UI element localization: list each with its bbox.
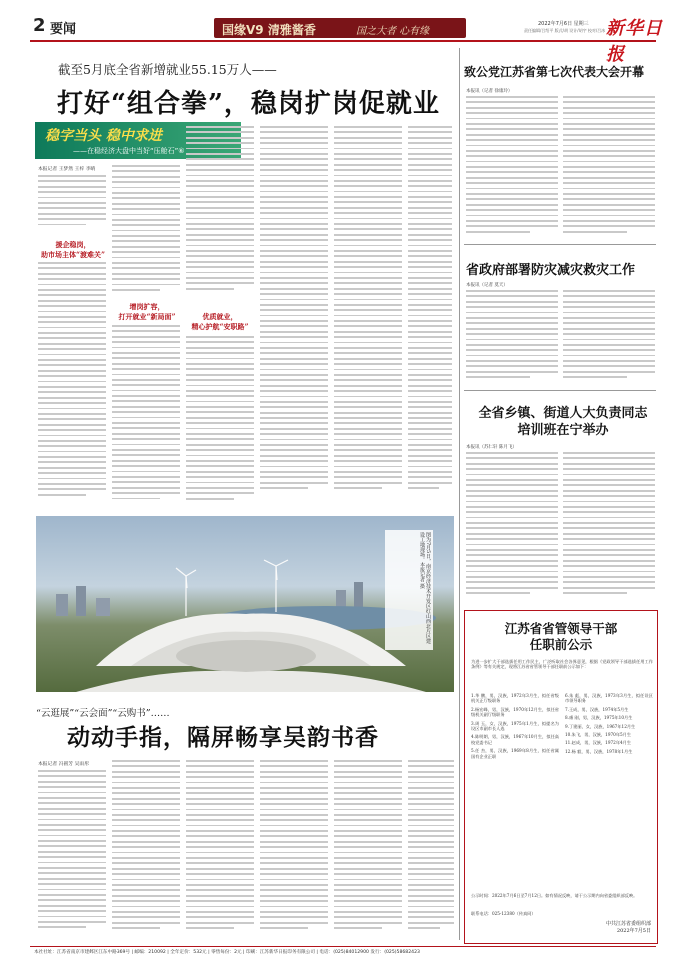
culture-column-5 (334, 760, 402, 938)
appointment-notice-period: 公示时间：2022年7月6日至7月12日。如有情况反映，请于公示期内向省委组织部反映。 (471, 893, 638, 898)
appointee-item: 3.周 玉，女，汉族，1975年1月生，拟提名为设区市副市长人选 (471, 720, 559, 732)
appointee-item: 12.杨 毅，男，汉族，1978年1月生 (565, 748, 633, 754)
appointment-notice-signature: 中共江苏省委组织部 2022年7月5日 (605, 921, 651, 934)
lead-kicker: 截至5月底全省新增就业55.15万人—— (58, 62, 277, 77)
right-divider-2 (464, 390, 656, 391)
appointment-notice-lead: 为进一步扩大干部选拔任用工作民主，广泛听取社会各界意见，根据《党政领导干部选拔任用工作条例》等有关规定，现将江苏省省管领导干部任职前公示如下： (471, 659, 653, 670)
date-line: 2022年7月6日 星期三 (538, 21, 589, 27)
footer-rule (30, 946, 656, 947)
story-zhigong-col-2 (563, 96, 655, 239)
story-disaster-col-1 (466, 290, 558, 384)
paper-name-logo: 新华日报 (606, 18, 663, 65)
appointee-item: 4.陈明朗，男，汉族，1967年10月生，拟任高校党委书记 (471, 734, 559, 745)
story-training-col-1 (466, 452, 558, 604)
culture-column-6 (408, 760, 454, 938)
section-title: 要闻 (50, 22, 77, 37)
page-number: 2 (33, 15, 46, 36)
culture-column-4 (260, 760, 328, 938)
lead-column-6 (408, 126, 452, 512)
culture-headline: 动动手指，隔屏畅享吴韵书香 (67, 724, 379, 751)
editor-line: 责任编辑/吕绍平 版式/胡 设计/胡宇 校对/吕冰 (524, 28, 606, 33)
lead-column-5 (334, 126, 402, 512)
appointee-item: 7.王成，男，汉族，1974年5月生 (565, 706, 629, 712)
appointee-item: 11.赵成，男，汉族，1972年4月生 (565, 740, 632, 746)
culture-column-1 (38, 770, 106, 938)
culture-column-2 (112, 760, 180, 938)
campaign-banner-title: 稳字当头 稳中求进 (45, 128, 162, 144)
story-zhigong-byline: 本报讯（记者 徐康玲） (466, 89, 513, 94)
lead-column-3b (186, 336, 254, 512)
right-divider-1 (464, 244, 656, 245)
footer-info: 本社社址：江苏省南京市建邺区江东中路369号 | 邮编：210092 | 全年定价：532元 | 零售每份：2元 | 印刷：江苏新华日报印务有限公司 | 电话：(025)84012900 发行：(025)58682423 (34, 950, 420, 955)
story-disaster-headline: 省政府部署防灾减灾救灾工作 (466, 263, 636, 278)
story-disaster-col-2 (563, 290, 655, 384)
ad-banner-title: 国缘V9 清雅酱香 (222, 23, 316, 37)
appointee-item: 5.任 杰，男，汉族，1969年8月生，拟任省属国有企业正职 (471, 748, 559, 759)
lead-subhead-1: 援企稳岗， 助市场主体“渡难关” (40, 240, 106, 259)
campaign-banner-subtitle: ——在稳经济大盘中当好“压舱石”⑥ (73, 147, 185, 155)
lead-column-1 (38, 175, 106, 235)
lead-subhead-3: 优质就业， 精心护航“安职路” (191, 312, 249, 331)
photo-caption: 图为7月5日，南京经济技术开发区红山西北片区建设工地现场。本报记者 摄 (385, 530, 433, 650)
appointee-item: 6.朱 彪，男，汉族，1973年3月生，拟任设区市领导职务 (565, 693, 653, 704)
lead-headline: 打好“组合拳”，稳岗扩岗促就业 (57, 89, 440, 119)
story-training-headline: 全省乡镇、街道人大负责同志 培训班在宁举办 (478, 406, 648, 438)
appointee-item: 10.朱飞，男，汉族，1970年5月生 (565, 732, 632, 738)
lead-column-1b (38, 262, 106, 512)
lead-subhead-2: 增岗扩容， 打开就业“新局面” (118, 302, 176, 321)
appointee-item: 9.丁建丽，女，汉族，1967年12月生 (565, 723, 636, 729)
appointee-item: 1.华 鹏，男，汉族，1972年3月生，拟任省级机关正厅级职务 (471, 693, 559, 704)
ad-banner-slogan: 国之大者 心有缘 (356, 26, 430, 37)
culture-byline: 本报记者 冯圆芳 吴雨彤 (38, 762, 90, 767)
column-divider (459, 48, 460, 940)
masthead-rule (30, 40, 656, 42)
appointment-notice-box (464, 610, 658, 944)
story-zhigong-headline: 致公党江苏省第七次代表大会开幕 (464, 65, 645, 79)
appointee-list (471, 693, 653, 889)
appointment-notice-contact: 联系电话：025-12380（传真同） (471, 911, 536, 916)
lead-column-3 (186, 126, 254, 306)
appointee-item: 2.杨宏峰，男，汉族，1970年12月生，拟任省级机关副厅级职务 (471, 706, 559, 718)
appointment-notice-headline: 江苏省省管领导干部 任职前公示 (504, 621, 618, 652)
story-disaster-byline: 本报讯（记者 莫天） (466, 283, 508, 288)
story-training-byline: 本报讯（苏仁轩 陈月飞） (466, 445, 517, 450)
lead-byline: 本报记者 王梦然 王梓 李晴 (38, 167, 96, 172)
lead-column-2 (112, 165, 180, 300)
culture-column-3 (186, 760, 254, 938)
lead-column-2b (112, 325, 180, 512)
ad-banner (214, 18, 466, 38)
story-training-col-2 (563, 452, 655, 604)
story-zhigong-col-1 (466, 96, 558, 239)
appointee-item: 8.虞 刚，男，汉族，1975年10月生 (565, 715, 633, 721)
lead-column-4 (260, 126, 328, 512)
culture-kicker: “云逛展”“云会面”“云购书”…… (36, 708, 170, 719)
